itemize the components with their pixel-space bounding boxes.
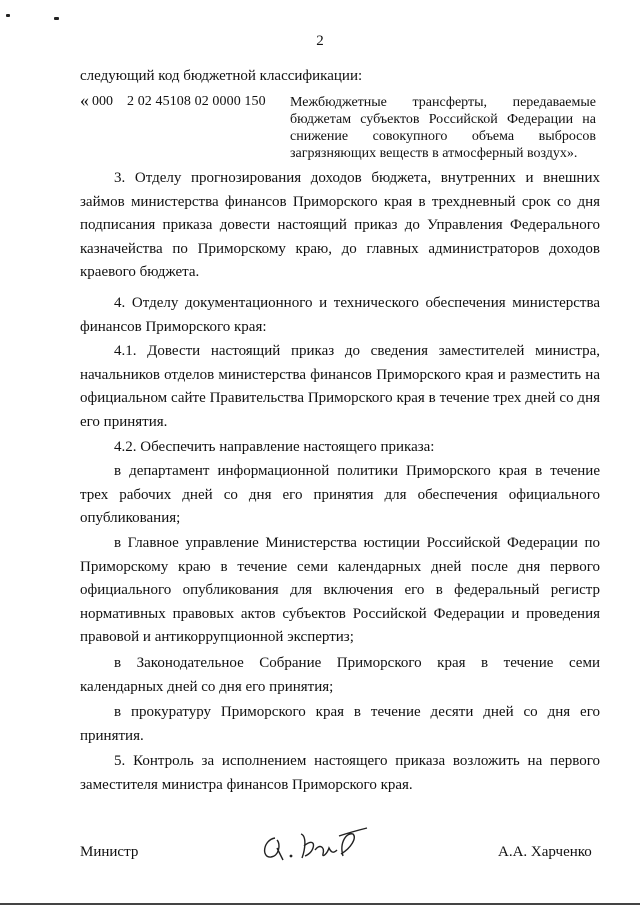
scan-speck — [6, 14, 10, 17]
budget-admin-code: 000 — [92, 94, 113, 109]
paragraph-3: 3. Отделу прогнозирования доходов бюджета, внутренних и внешних займов министерства финансов Приморского края в трехдневный срок со дня подписания приказа довести настоящий приказ до Управления Федерального казначейства по Приморскому краю, до главных администраторов доходов краевого бюджета. — [80, 170, 600, 280]
paragraph-recipient-1: в департамент информационной политики Приморского края в течение трех рабочих дней со дня его принятия для обеспечения официального опубликования; — [80, 463, 600, 526]
paragraph-4: 4. Отделу документационного и технического обеспечения министерства финансов Приморского края: — [80, 295, 600, 335]
intro-line: следующий код бюджетной классификации: — [80, 68, 363, 84]
paragraph-5: 5. Контроль за исполнением настоящего приказа возложить на первого заместителя министра финансов Приморского края. — [80, 753, 600, 793]
paragraph-recipient-4: в прокуратуру Приморского края в течение десяти дней со дня его принятия. — [80, 704, 600, 744]
signatory-name: А.А. Харченко — [498, 844, 592, 860]
paragraph-4-1: 4.1. Довести настоящий приказ до сведения заместителей министра, начальников отделов министерства финансов Приморского края и разместить на официальном сайте Правительства Приморского края в течение трех дней со дня его принятия. — [80, 343, 600, 430]
paragraph-recipient-3: в Законодательное Собрание Приморского края в течение семи календарных дней со дня его принятия; — [80, 655, 600, 695]
budget-classification-code: 2 02 45108 02 0000 150 — [127, 94, 266, 109]
paragraph-4-2: 4.2. Обеспечить направление настоящего приказа: — [114, 439, 435, 455]
handwritten-signature — [255, 826, 375, 871]
quote-close: ». — [566, 146, 578, 161]
budget-code-description-text: Межбюджетные трансферты, передаваемые бюджетам субъектов Российской Федерации на снижение совокупного объема выбросов загрязняющих веществ в атмосферный воздух — [290, 95, 596, 161]
signature-position: Министр — [80, 844, 139, 860]
paragraph-recipient-2: в Главное управление Министерства юстиции Российской Федерации по Приморскому краю в течение семи календарных дней после дня первого официального опубликования для включения его в федеральный регистр нормативных правовых актов субъектов Российской Федерации и проведения правовой и антикоррупционной экспертиз; — [80, 535, 600, 645]
budget-code-description — [290, 94, 596, 162]
page-number: 2 — [316, 33, 324, 49]
scan-speck — [54, 17, 59, 20]
quote-open: « — [80, 90, 89, 110]
